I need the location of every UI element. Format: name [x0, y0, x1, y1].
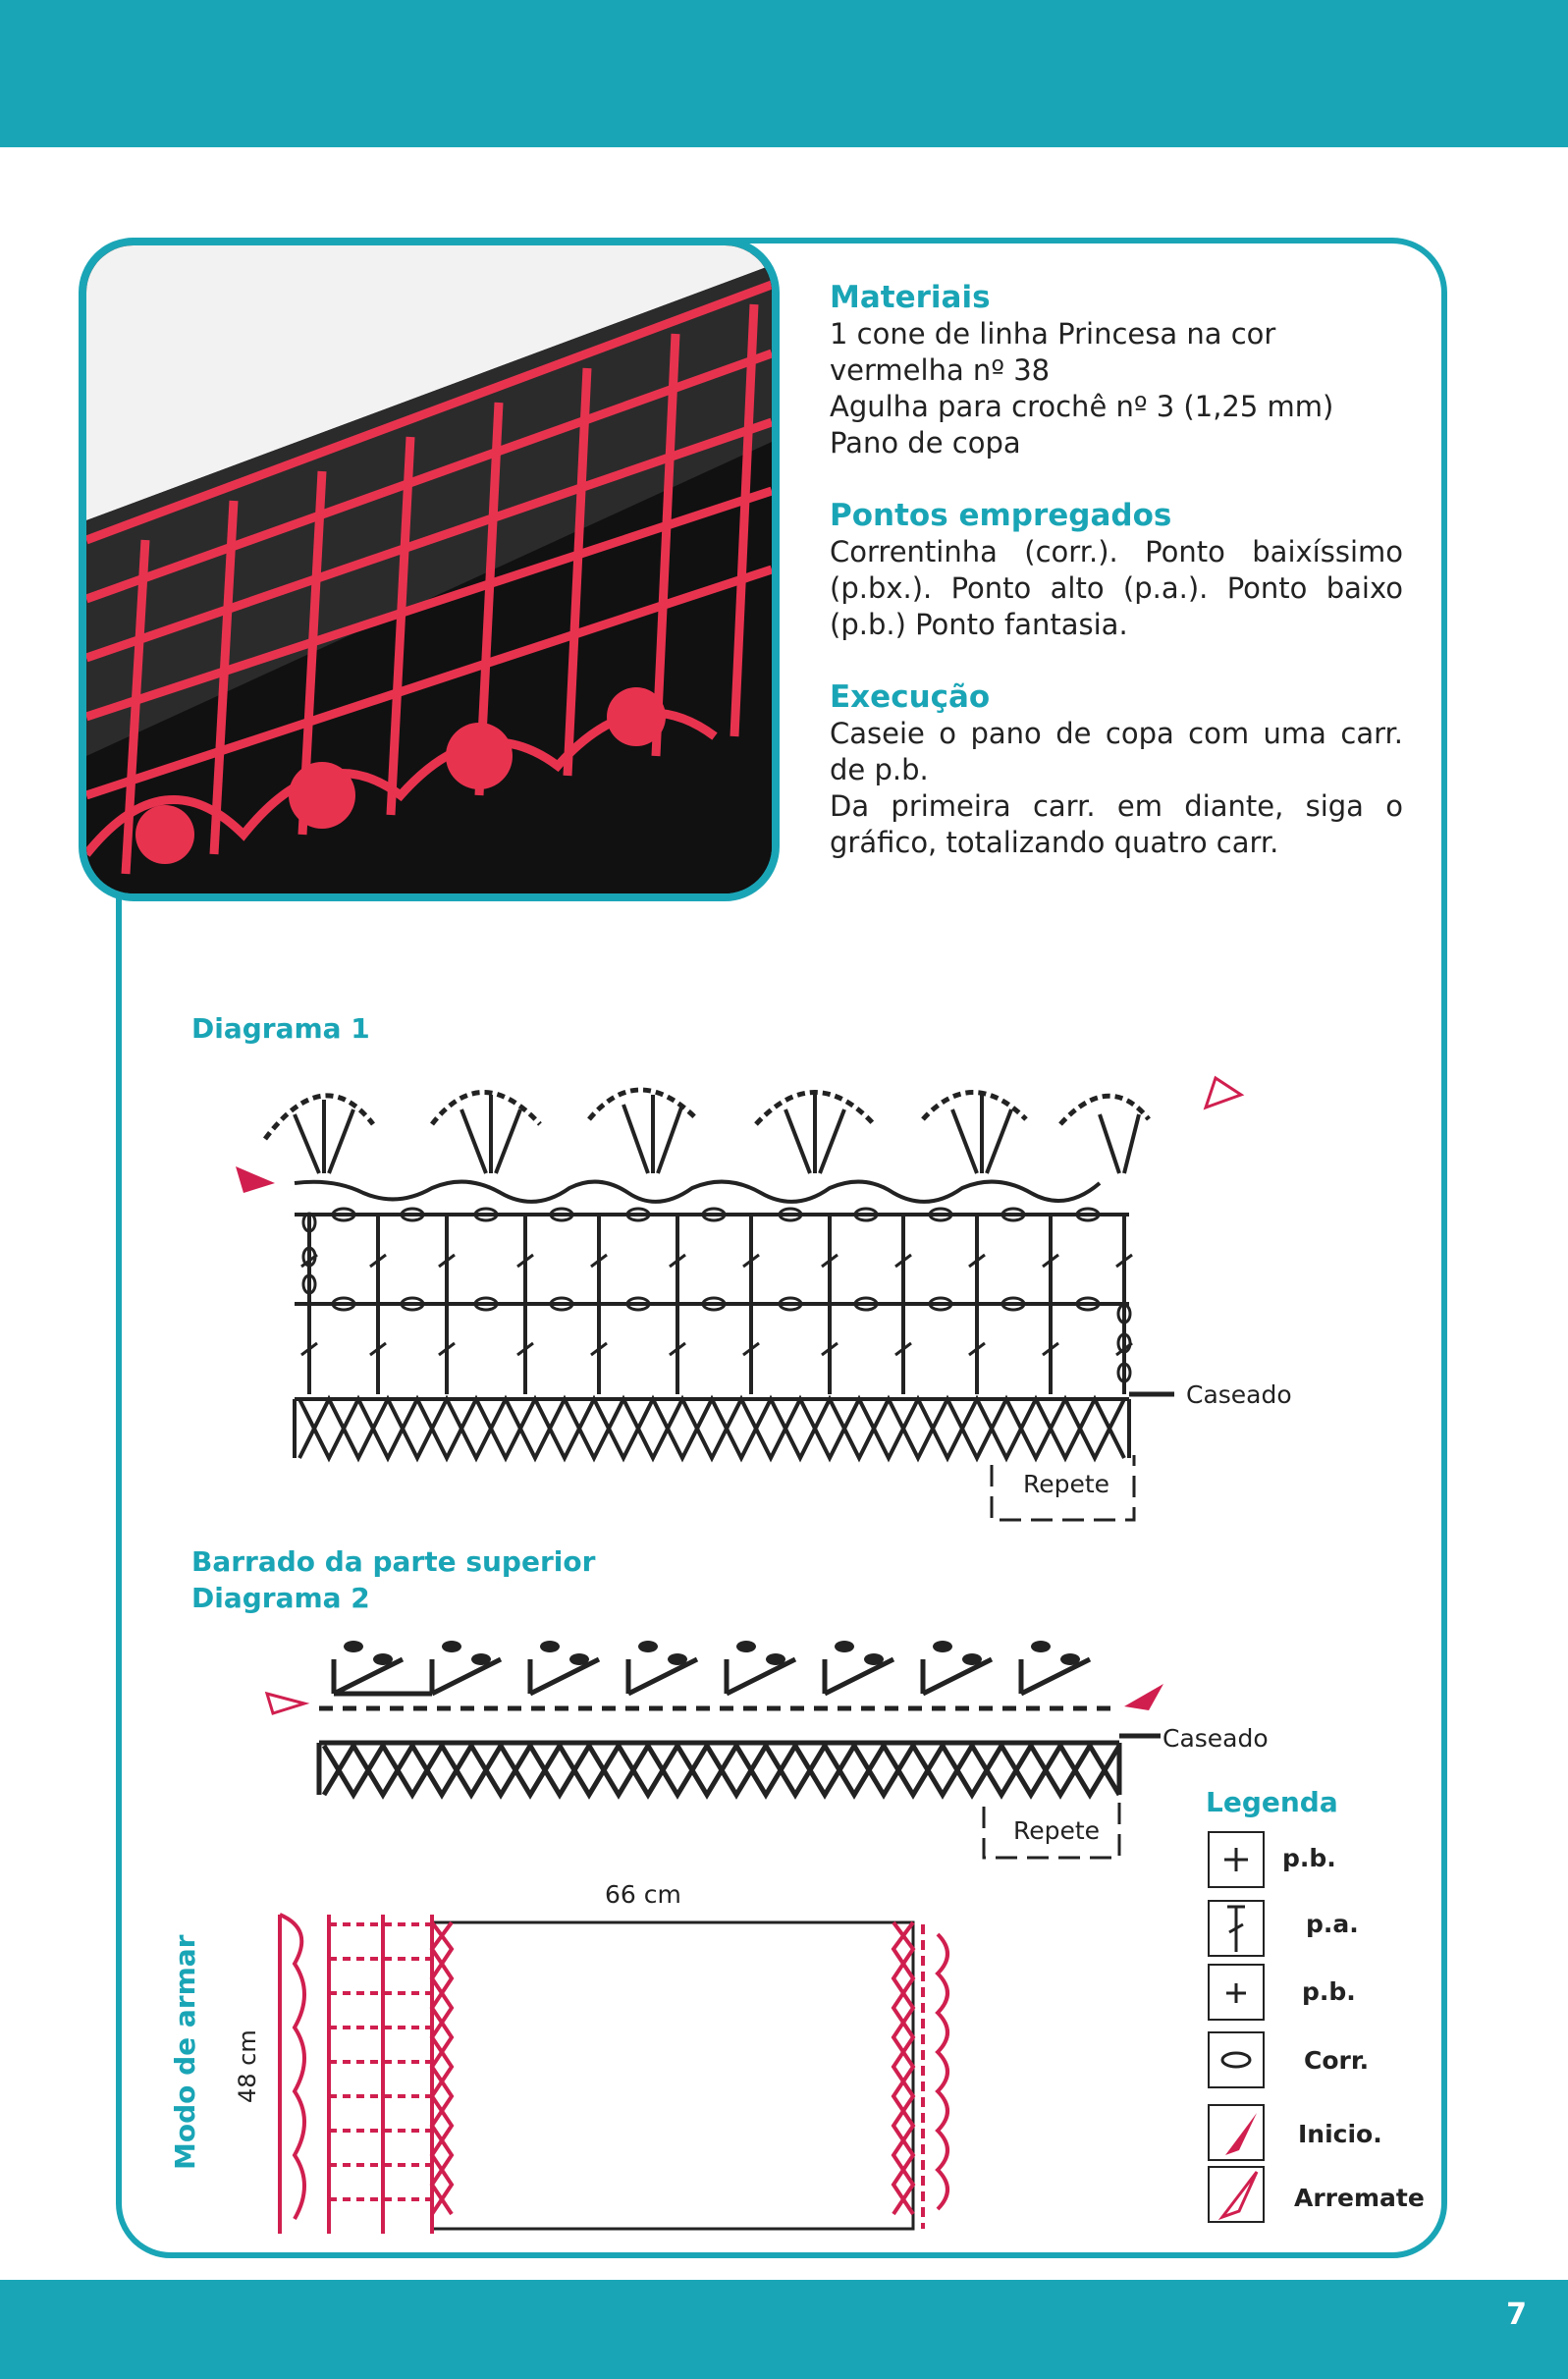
assembly-drawing: [280, 1915, 947, 2234]
diagram1-end-arrow: [1206, 1078, 1241, 1108]
diagram1-caseado-label: Caseado: [1186, 1380, 1292, 1409]
diagram2-start-arrow: [1124, 1684, 1163, 1710]
legend-label-4: Corr.: [1304, 2046, 1370, 2075]
footer-band: [0, 2280, 1568, 2379]
legend-label-6: Arremate: [1294, 2184, 1425, 2212]
diagram2-title-1: Barrado da parte superior: [191, 1545, 596, 1578]
legend-box-4: [1208, 2031, 1265, 2088]
execution-text-2: Da primeira carr. em diante, siga o gráfico, totalizando quatro carr.: [830, 789, 1403, 859]
execution-title: Execução: [830, 679, 991, 715]
assembly-height-label: 48 cm: [234, 2029, 261, 2103]
materials-line-3: Pano de copa: [830, 426, 1021, 460]
legend-label-1: p.b.: [1282, 1844, 1336, 1872]
diagram1-start-arrow: [236, 1166, 275, 1193]
diagram2-chart: [319, 1659, 1161, 1795]
execution-text-1: Caseie o pano de copa com uma carr. de p.b.: [830, 717, 1403, 786]
diagram1-repete-bracket: [992, 1455, 1134, 1520]
materials-line-1: 1 cone de linha Princesa na cor vermelha nº 38: [830, 317, 1276, 387]
stitches-title: Pontos empregados: [830, 498, 1172, 533]
diagram2-title-2: Diagrama 2: [191, 1582, 370, 1614]
assembly-title: Modo de armar: [169, 1934, 201, 2170]
legend-title: Legenda: [1206, 1786, 1338, 1818]
materials-line-2: Agulha para crochê nº 3 (1,25 mm): [830, 390, 1334, 423]
legend-box-2: [1208, 1900, 1265, 1957]
diagram1-repete-label: Repete: [1023, 1470, 1110, 1498]
diagram2-end-arrow: [267, 1694, 304, 1713]
diagram2-repete-label: Repete: [1013, 1816, 1101, 1845]
diagram1-chart: [265, 1090, 1174, 1458]
stitches-text: Correntinha (corr.). Ponto baixíssimo (p.bx.). Ponto alto (p.a.). Ponto baixo (p.b.) Ponto fantasia.: [830, 535, 1403, 641]
legend-box-1: [1208, 1831, 1265, 1888]
materials-title: Materiais: [830, 280, 991, 315]
diagram2-repete-bracket: [984, 1799, 1119, 1858]
assembly-width-label: 66 cm: [605, 1880, 681, 1909]
legend-box-5: [1208, 2104, 1265, 2161]
legend-box-6: [1208, 2166, 1265, 2223]
legend-label-5: Inicio.: [1298, 2120, 1382, 2148]
legend-label-2: p.a.: [1306, 1910, 1359, 1938]
diagram1-title: Diagrama 1: [191, 1012, 370, 1045]
page-number: 7: [1506, 2298, 1527, 2332]
diagram2-caseado-label: Caseado: [1162, 1724, 1269, 1753]
legend-box-3: [1208, 1964, 1265, 2021]
legend-label-3: p.b.: [1302, 1977, 1356, 2006]
